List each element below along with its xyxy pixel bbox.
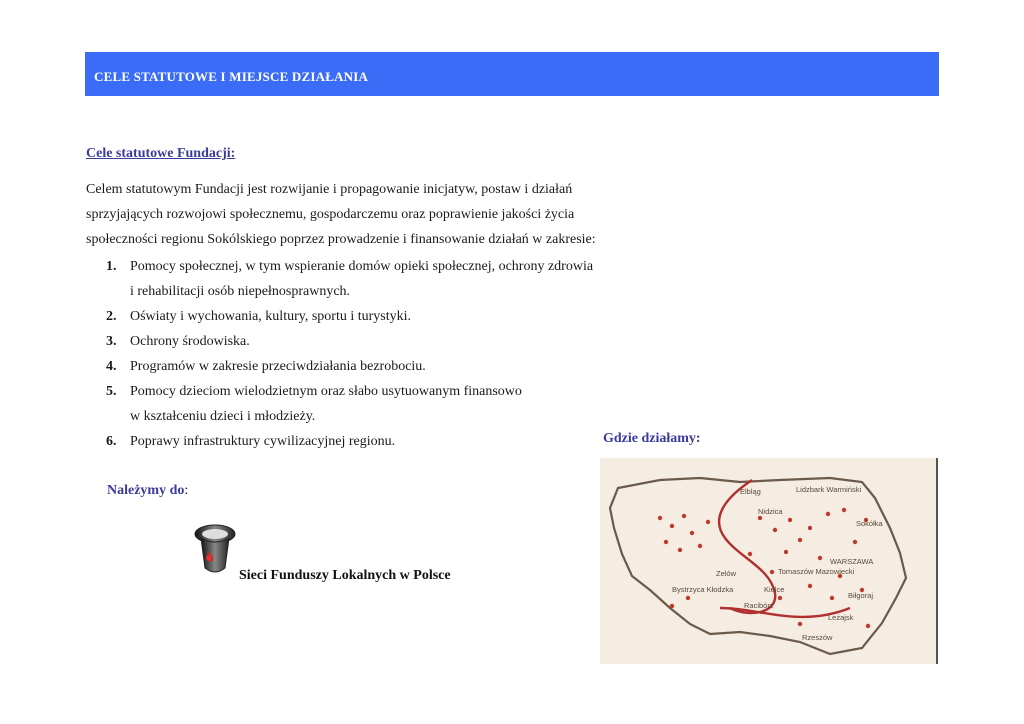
map-label: Biłgoraj	[848, 591, 874, 600]
list-text: w kształceniu dzieci i młodzieży.	[130, 409, 316, 424]
page-title: CELE STATUTOWE I MIEJSCE DZIAŁANIA	[94, 69, 369, 84]
goals-heading: Cele statutowe Fundacji:	[86, 146, 236, 161]
map-label: Lidzbark Warmiński	[796, 485, 862, 494]
list-text: i rehabilitacji osób niepełnosprawnych.	[130, 284, 351, 299]
map-label: Sokółka	[856, 519, 883, 528]
map-label: Leżajsk	[828, 613, 854, 622]
list-text: Programów w zakresie przeciwdziałania bezrobociu.	[130, 359, 426, 374]
map-edge	[936, 458, 938, 664]
goals-intro-line: społeczności regionu Sokólskiego poprzez prowadzenie i finansowanie działań w zakresie:	[86, 232, 596, 247]
network-logo-icon	[190, 520, 240, 580]
list-number: 2.	[106, 309, 117, 324]
map-label: Nidzica	[758, 507, 783, 516]
network-link[interactable]: Sieci Funduszy Lokalnych w Polsce	[239, 568, 451, 583]
list-text: Oświaty i wychowania, kultury, sportu i turystyki.	[130, 309, 412, 324]
list-number: 1.	[106, 259, 117, 274]
list-text: Poprawy infrastruktury cywilizacyjnej regionu.	[130, 434, 396, 449]
map-label: Zelów	[716, 569, 737, 578]
goals-intro-line: Celem statutowym Fundacji jest rozwijanie i propagowanie inicjatyw, postaw i działań	[86, 182, 573, 197]
map-label: Bystrzyca Kłodzka	[672, 585, 734, 594]
list-text: Pomocy społecznej, w tym wspieranie domów opieki społecznej, ochrony zdrowia	[130, 259, 594, 274]
membership-heading-text: Należymy do	[107, 483, 185, 498]
list-text: Ochrony środowiska.	[130, 334, 250, 349]
where-heading: Gdzie działamy:	[603, 431, 701, 446]
map-label: WARSZAWA	[830, 557, 874, 566]
list-number: 4.	[106, 359, 117, 374]
list-text: Pomocy dzieciom wielodzietnym oraz słabo usytuowanym finansowo	[130, 384, 522, 399]
poland-map	[600, 458, 937, 664]
membership-heading	[107, 483, 188, 499]
map-label: Racibórz	[744, 601, 774, 610]
list-number: 6.	[106, 434, 117, 449]
map-labels	[672, 485, 884, 642]
goals-intro	[86, 177, 596, 252]
goals-intro-line: sprzyjających rozwojowi społecznemu, gospodarczemu oraz poprawienie jakości życia	[86, 207, 575, 222]
map-label: Kielce	[764, 585, 785, 594]
map-label: Rzeszów	[802, 633, 833, 642]
list-number: 5.	[106, 384, 117, 399]
membership-colon: :	[184, 483, 189, 498]
map-label: Elbląg	[740, 487, 761, 496]
map-label: Tomaszów Mazowiecki	[778, 567, 855, 576]
list-number: 3.	[106, 334, 117, 349]
